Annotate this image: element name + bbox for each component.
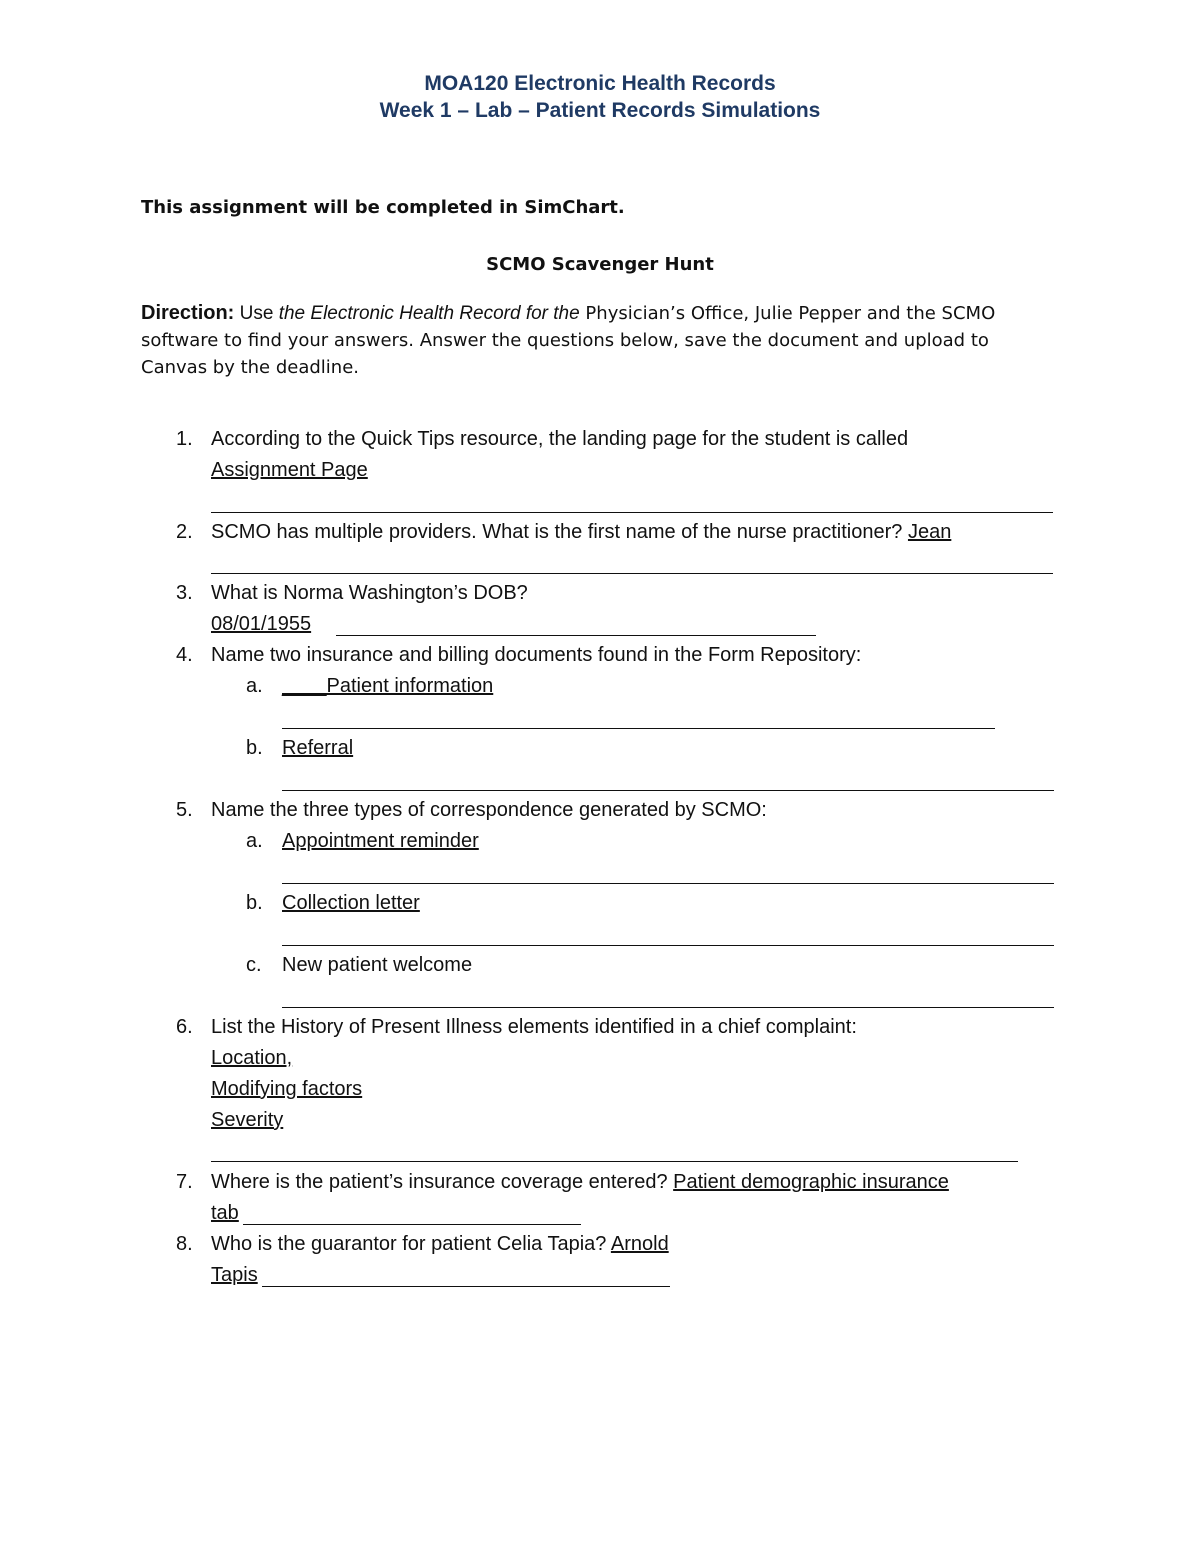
question-5a-answer: Appointment reminder bbox=[282, 830, 479, 852]
direction-paragraph bbox=[141, 300, 1051, 381]
answer-line bbox=[282, 790, 1054, 791]
answer-line bbox=[282, 728, 995, 729]
answer-line bbox=[262, 1286, 670, 1287]
question-4a bbox=[282, 675, 493, 698]
direction-label: Direction: bbox=[141, 302, 235, 324]
question-1-text: According to the Quick Tips resource, the landing page for the student is called bbox=[211, 428, 909, 450]
question-6-answer: Modifying factors bbox=[211, 1078, 363, 1100]
question-5-text: Name the three types of correspondence generated by SCMO: bbox=[211, 799, 767, 821]
question-5c-answer: New patient welcome bbox=[282, 954, 473, 976]
intro-text: This assignment will be completed in SimChart. bbox=[141, 197, 625, 218]
question-4b-answer: Referral bbox=[282, 737, 354, 759]
direction-use: Use bbox=[234, 303, 279, 324]
answer-line bbox=[282, 1007, 1054, 1008]
question-4-text: Name two insurance and billing documents found in the Form Repository: bbox=[211, 644, 862, 666]
question-number: 4. bbox=[176, 644, 193, 666]
answer-line bbox=[336, 635, 816, 636]
question-8 bbox=[211, 1233, 669, 1256]
answer-line bbox=[243, 1224, 581, 1225]
question-number: 6. bbox=[176, 1016, 193, 1038]
question-4a-answer: Patient information bbox=[326, 675, 494, 697]
section-title: SCMO Scavenger Hunt bbox=[486, 254, 714, 275]
question-number: 7. bbox=[176, 1171, 193, 1193]
question-7-text: Where is the patient’s insurance coverage entered? bbox=[211, 1171, 674, 1193]
question-number: 8. bbox=[176, 1233, 193, 1255]
item-letter: c. bbox=[246, 954, 262, 976]
question-7-answer: Patient demographic insurance bbox=[673, 1171, 949, 1193]
question-7-answer-cont: tab bbox=[211, 1202, 239, 1224]
question-2-text: SCMO has multiple providers. What is the first name of the nurse practitioner? bbox=[211, 521, 908, 543]
course-title: MOA120 Electronic Health Records bbox=[424, 72, 776, 95]
question-2-answer: Jean bbox=[907, 521, 952, 543]
question-number: 2. bbox=[176, 521, 193, 543]
direction-body: Physician’s Office, Julie Pepper and the SCMO software to find your answers. Answer the questions below, save the document and upload to Canvas by the deadline. bbox=[141, 303, 996, 378]
question-3-answer: 08/01/1955 bbox=[211, 613, 312, 635]
question-number: 3. bbox=[176, 582, 193, 604]
direction-italic: the Electronic Health Record for the bbox=[278, 303, 580, 324]
question-number: 1. bbox=[176, 428, 193, 450]
question-8-answer-cont: Tapis bbox=[211, 1264, 258, 1286]
question-7 bbox=[211, 1171, 949, 1194]
question-5b-answer: Collection letter bbox=[282, 892, 420, 914]
answer-line bbox=[282, 945, 1054, 946]
answer-line bbox=[211, 1161, 1018, 1162]
item-letter: a. bbox=[246, 675, 263, 697]
question-8-text: Who is the guarantor for patient Celia Tapia? bbox=[211, 1233, 611, 1255]
question-6-answer: Severity bbox=[211, 1109, 284, 1131]
item-letter: b. bbox=[246, 737, 263, 759]
question-4a-prefix: ____ bbox=[282, 675, 327, 697]
question-1-answer: Assignment Page bbox=[211, 459, 368, 481]
question-6-text: List the History of Present Illness elements identified in a chief complaint: bbox=[211, 1016, 857, 1038]
question-6-answer: Location, bbox=[211, 1047, 293, 1069]
question-3-text: What is Norma Washington’s DOB? bbox=[211, 582, 528, 604]
question-8-answer: Arnold bbox=[610, 1233, 669, 1255]
lab-title: Week 1 – Lab – Patient Records Simulations bbox=[379, 99, 821, 122]
item-letter: b. bbox=[246, 892, 263, 914]
answer-line bbox=[282, 883, 1054, 884]
answer-line bbox=[211, 573, 1053, 574]
question-2 bbox=[211, 521, 951, 544]
answer-line bbox=[211, 512, 1053, 513]
question-number: 5. bbox=[176, 799, 193, 821]
item-letter: a. bbox=[246, 830, 263, 852]
